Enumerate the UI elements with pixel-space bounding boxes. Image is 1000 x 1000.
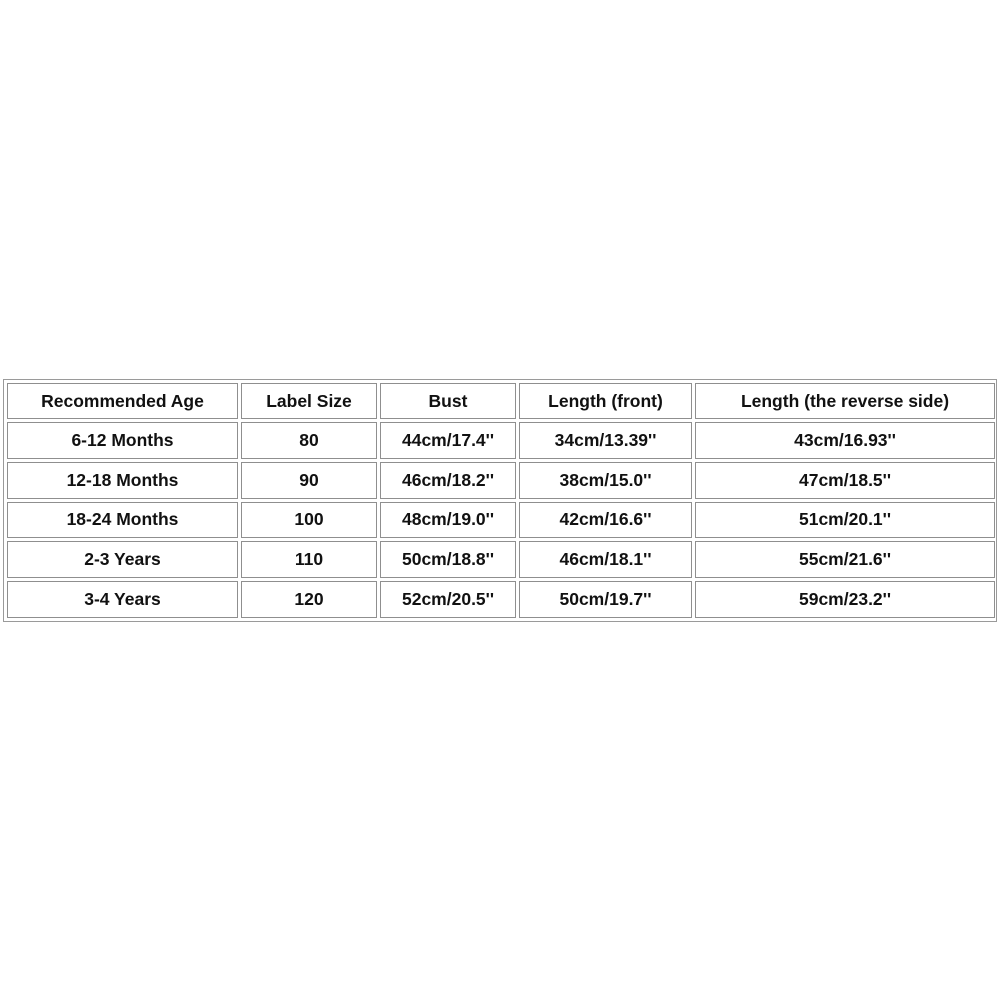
size-chart-table-container — [3, 379, 997, 622]
header-length-front: Length (front) — [519, 383, 692, 419]
cell-bust: 44cm/17.4'' — [380, 422, 516, 459]
table-header-row — [7, 383, 995, 419]
cell-recommended-age: 12-18 Months — [7, 462, 238, 499]
cell-length-front: 46cm/18.1'' — [519, 541, 692, 578]
cell-length-reverse: 59cm/23.2'' — [695, 581, 995, 618]
cell-length-front: 34cm/13.39'' — [519, 422, 692, 459]
cell-label-size: 90 — [241, 462, 377, 499]
header-recommended-age: Recommended Age — [7, 383, 238, 419]
cell-label-size: 100 — [241, 502, 377, 539]
cell-bust: 50cm/18.8'' — [380, 541, 516, 578]
cell-length-reverse: 43cm/16.93'' — [695, 422, 995, 459]
cell-length-reverse: 47cm/18.5'' — [695, 462, 995, 499]
table-row — [7, 541, 995, 578]
cell-length-front: 42cm/16.6'' — [519, 502, 692, 539]
cell-label-size: 80 — [241, 422, 377, 459]
cell-length-reverse: 51cm/20.1'' — [695, 502, 995, 539]
header-length-reverse: Length (the reverse side) — [695, 383, 995, 419]
table-row — [7, 581, 995, 618]
size-chart-table — [4, 380, 998, 621]
cell-recommended-age: 3-4 Years — [7, 581, 238, 618]
cell-recommended-age: 18-24 Months — [7, 502, 238, 539]
cell-bust: 48cm/19.0'' — [380, 502, 516, 539]
table-row — [7, 422, 995, 459]
cell-recommended-age: 6-12 Months — [7, 422, 238, 459]
table-row — [7, 502, 995, 539]
cell-bust: 52cm/20.5'' — [380, 581, 516, 618]
cell-bust: 46cm/18.2'' — [380, 462, 516, 499]
header-label-size: Label Size — [241, 383, 377, 419]
table-row — [7, 462, 995, 499]
cell-recommended-age: 2-3 Years — [7, 541, 238, 578]
cell-label-size: 120 — [241, 581, 377, 618]
cell-length-front: 50cm/19.7'' — [519, 581, 692, 618]
cell-length-front: 38cm/15.0'' — [519, 462, 692, 499]
cell-length-reverse: 55cm/21.6'' — [695, 541, 995, 578]
cell-label-size: 110 — [241, 541, 377, 578]
header-bust: Bust — [380, 383, 516, 419]
